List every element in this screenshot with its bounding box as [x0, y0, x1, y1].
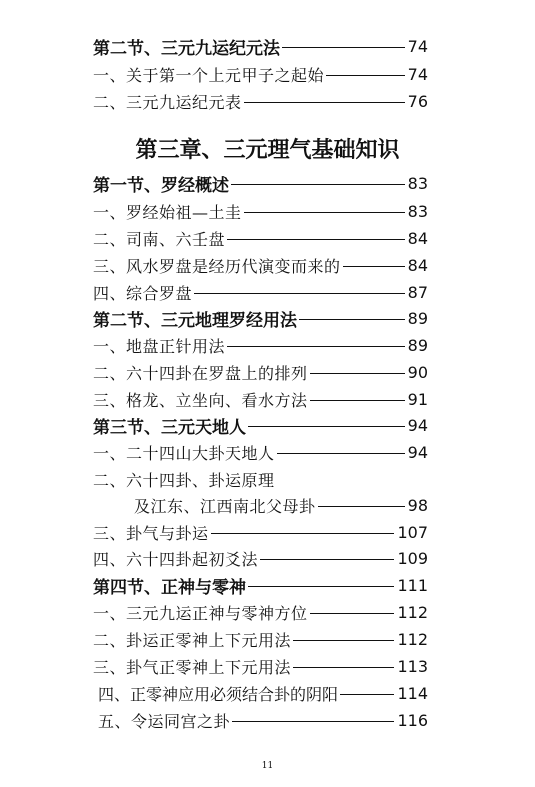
toc-entry-title: 二、六十四卦、卦运原理	[93, 470, 275, 490]
toc-leader-line	[277, 453, 405, 454]
toc-entry-section[interactable]	[0, 305, 428, 331]
toc-entry[interactable]	[0, 61, 428, 87]
page-number: 11	[261, 761, 274, 771]
toc-entry[interactable]	[0, 707, 428, 733]
toc-leader-line	[231, 184, 405, 185]
toc-entry-page: 74	[407, 64, 428, 84]
toc-entry[interactable]	[0, 332, 428, 358]
toc-entry-page: 114	[397, 683, 428, 703]
toc-leader-line	[310, 400, 405, 401]
toc-entry[interactable]	[0, 519, 428, 545]
toc-entry-title: 五、令运同宫之卦	[98, 711, 231, 731]
toc-entry-page: 91	[407, 389, 428, 409]
toc-entry-title: 三、风水罗盘是经历代演变而来的	[93, 256, 341, 276]
toc-leader-line	[310, 613, 395, 614]
toc-entry[interactable]	[0, 279, 428, 305]
toc-entry-page: 107	[397, 522, 428, 542]
toc-entry[interactable]	[0, 680, 428, 706]
toc-entry[interactable]	[0, 386, 428, 412]
toc-entry-title: 四、正零神应用必须结合卦的阴阳	[98, 684, 339, 704]
toc-entry-page: 94	[407, 442, 428, 462]
toc-entry-section[interactable]	[0, 170, 428, 196]
toc-entry-title: 三、格龙、立坐向、看水方法	[93, 390, 308, 410]
toc-leader-line	[248, 586, 394, 587]
toc-entry[interactable]	[0, 252, 428, 278]
toc-entry[interactable]	[0, 466, 428, 492]
toc-entry-title: 第三节、三元天地人	[93, 417, 246, 438]
toc-entry-section[interactable]	[0, 412, 428, 438]
toc-entry-page: 83	[407, 201, 428, 221]
toc-leader-line	[227, 346, 405, 347]
toc-entry-continuation[interactable]	[0, 492, 428, 518]
toc-entry-title: 三、卦气与卦运	[93, 523, 209, 543]
toc-entry-page: 76	[407, 91, 428, 111]
toc-entry-title: 一、三元九运正神与零神方位	[93, 603, 308, 623]
toc-entry-page: 74	[407, 36, 428, 56]
chapter-title: 第三章、三元理气基础知识	[135, 138, 400, 163]
toc-leader-line	[343, 266, 405, 267]
toc-leader-line	[299, 319, 405, 320]
toc-leader-line	[293, 667, 394, 668]
toc-entry-page: 112	[397, 602, 428, 622]
toc-leader-line	[227, 239, 405, 240]
toc-entry-title: 二、六十四卦在罗盘上的排列	[93, 363, 308, 383]
toc-entry[interactable]	[0, 626, 428, 652]
toc-leader-line	[326, 75, 405, 76]
toc-leader-line	[194, 293, 405, 294]
toc-entry[interactable]	[0, 225, 428, 251]
toc-entry-section[interactable]	[0, 33, 428, 59]
toc-entry-page: 94	[407, 415, 428, 435]
toc-entry-title: 四、六十四卦起初爻法	[93, 549, 259, 569]
toc-leader-line	[244, 102, 405, 103]
toc-entry-page: 87	[407, 282, 428, 302]
toc-leader-line	[282, 47, 405, 48]
toc-entry[interactable]	[0, 198, 428, 224]
toc-entry-section[interactable]	[0, 572, 428, 598]
toc-entry[interactable]	[0, 359, 428, 385]
toc-entry-page: 89	[407, 308, 428, 328]
toc-entry-title: 一、二十四山大卦天地人	[93, 443, 275, 463]
toc-entry[interactable]	[0, 599, 428, 625]
toc-entry[interactable]	[0, 653, 428, 679]
toc-entry-page: 109	[397, 548, 428, 568]
toc-entry-page: 112	[397, 629, 428, 649]
toc-entry-page: 83	[407, 173, 428, 193]
toc-entry-title: 第二节、三元地理罗经用法	[93, 310, 297, 331]
toc-entry-title: 第一节、罗经概述	[93, 175, 229, 196]
toc-entry-title: 四、综合罗盘	[93, 283, 193, 303]
toc-entry-page: 84	[407, 228, 428, 248]
toc-entry-title: 及江东、江西南北父母卦	[134, 496, 316, 516]
toc-entry[interactable]	[0, 88, 428, 114]
toc-entry-page: 116	[397, 710, 428, 730]
toc-entry-page: 89	[407, 335, 428, 355]
toc-leader-line	[244, 212, 405, 213]
toc-entry-title: 第二节、三元九运纪元法	[93, 38, 280, 59]
toc-leader-line	[340, 694, 394, 695]
toc-leader-line	[310, 373, 405, 374]
toc-entry-title: 二、卦运正零神上下元用法	[93, 630, 292, 650]
toc-leader-line	[211, 533, 395, 534]
toc-leader-line	[260, 559, 394, 560]
toc-entry-page: 84	[407, 255, 428, 275]
toc-leader-line	[293, 640, 394, 641]
toc-entry-title: 第四节、正神与零神	[93, 577, 246, 598]
toc-entry[interactable]	[0, 545, 428, 571]
toc-entry[interactable]	[0, 439, 428, 465]
toc-entry-page: 113	[397, 656, 428, 676]
toc-entry-title: 一、关于第一个上元甲子之起始	[93, 65, 325, 85]
toc-entry-title: 一、罗经始祖—土圭	[93, 202, 242, 222]
toc-entry-page: 90	[407, 362, 428, 382]
toc-entry-title: 三、卦气正零神上下元用法	[93, 657, 292, 677]
toc-entry-title: 二、司南、六壬盘	[93, 229, 226, 249]
toc-leader-line	[232, 721, 394, 722]
toc-entry-page: 98	[407, 495, 428, 515]
toc-entry-title: 二、三元九运纪元表	[93, 92, 242, 112]
toc-leader-line	[248, 426, 405, 427]
toc-entry-page: 111	[397, 575, 428, 595]
toc-entry-title: 一、地盘正针用法	[93, 336, 226, 356]
toc-leader-line	[318, 506, 405, 507]
